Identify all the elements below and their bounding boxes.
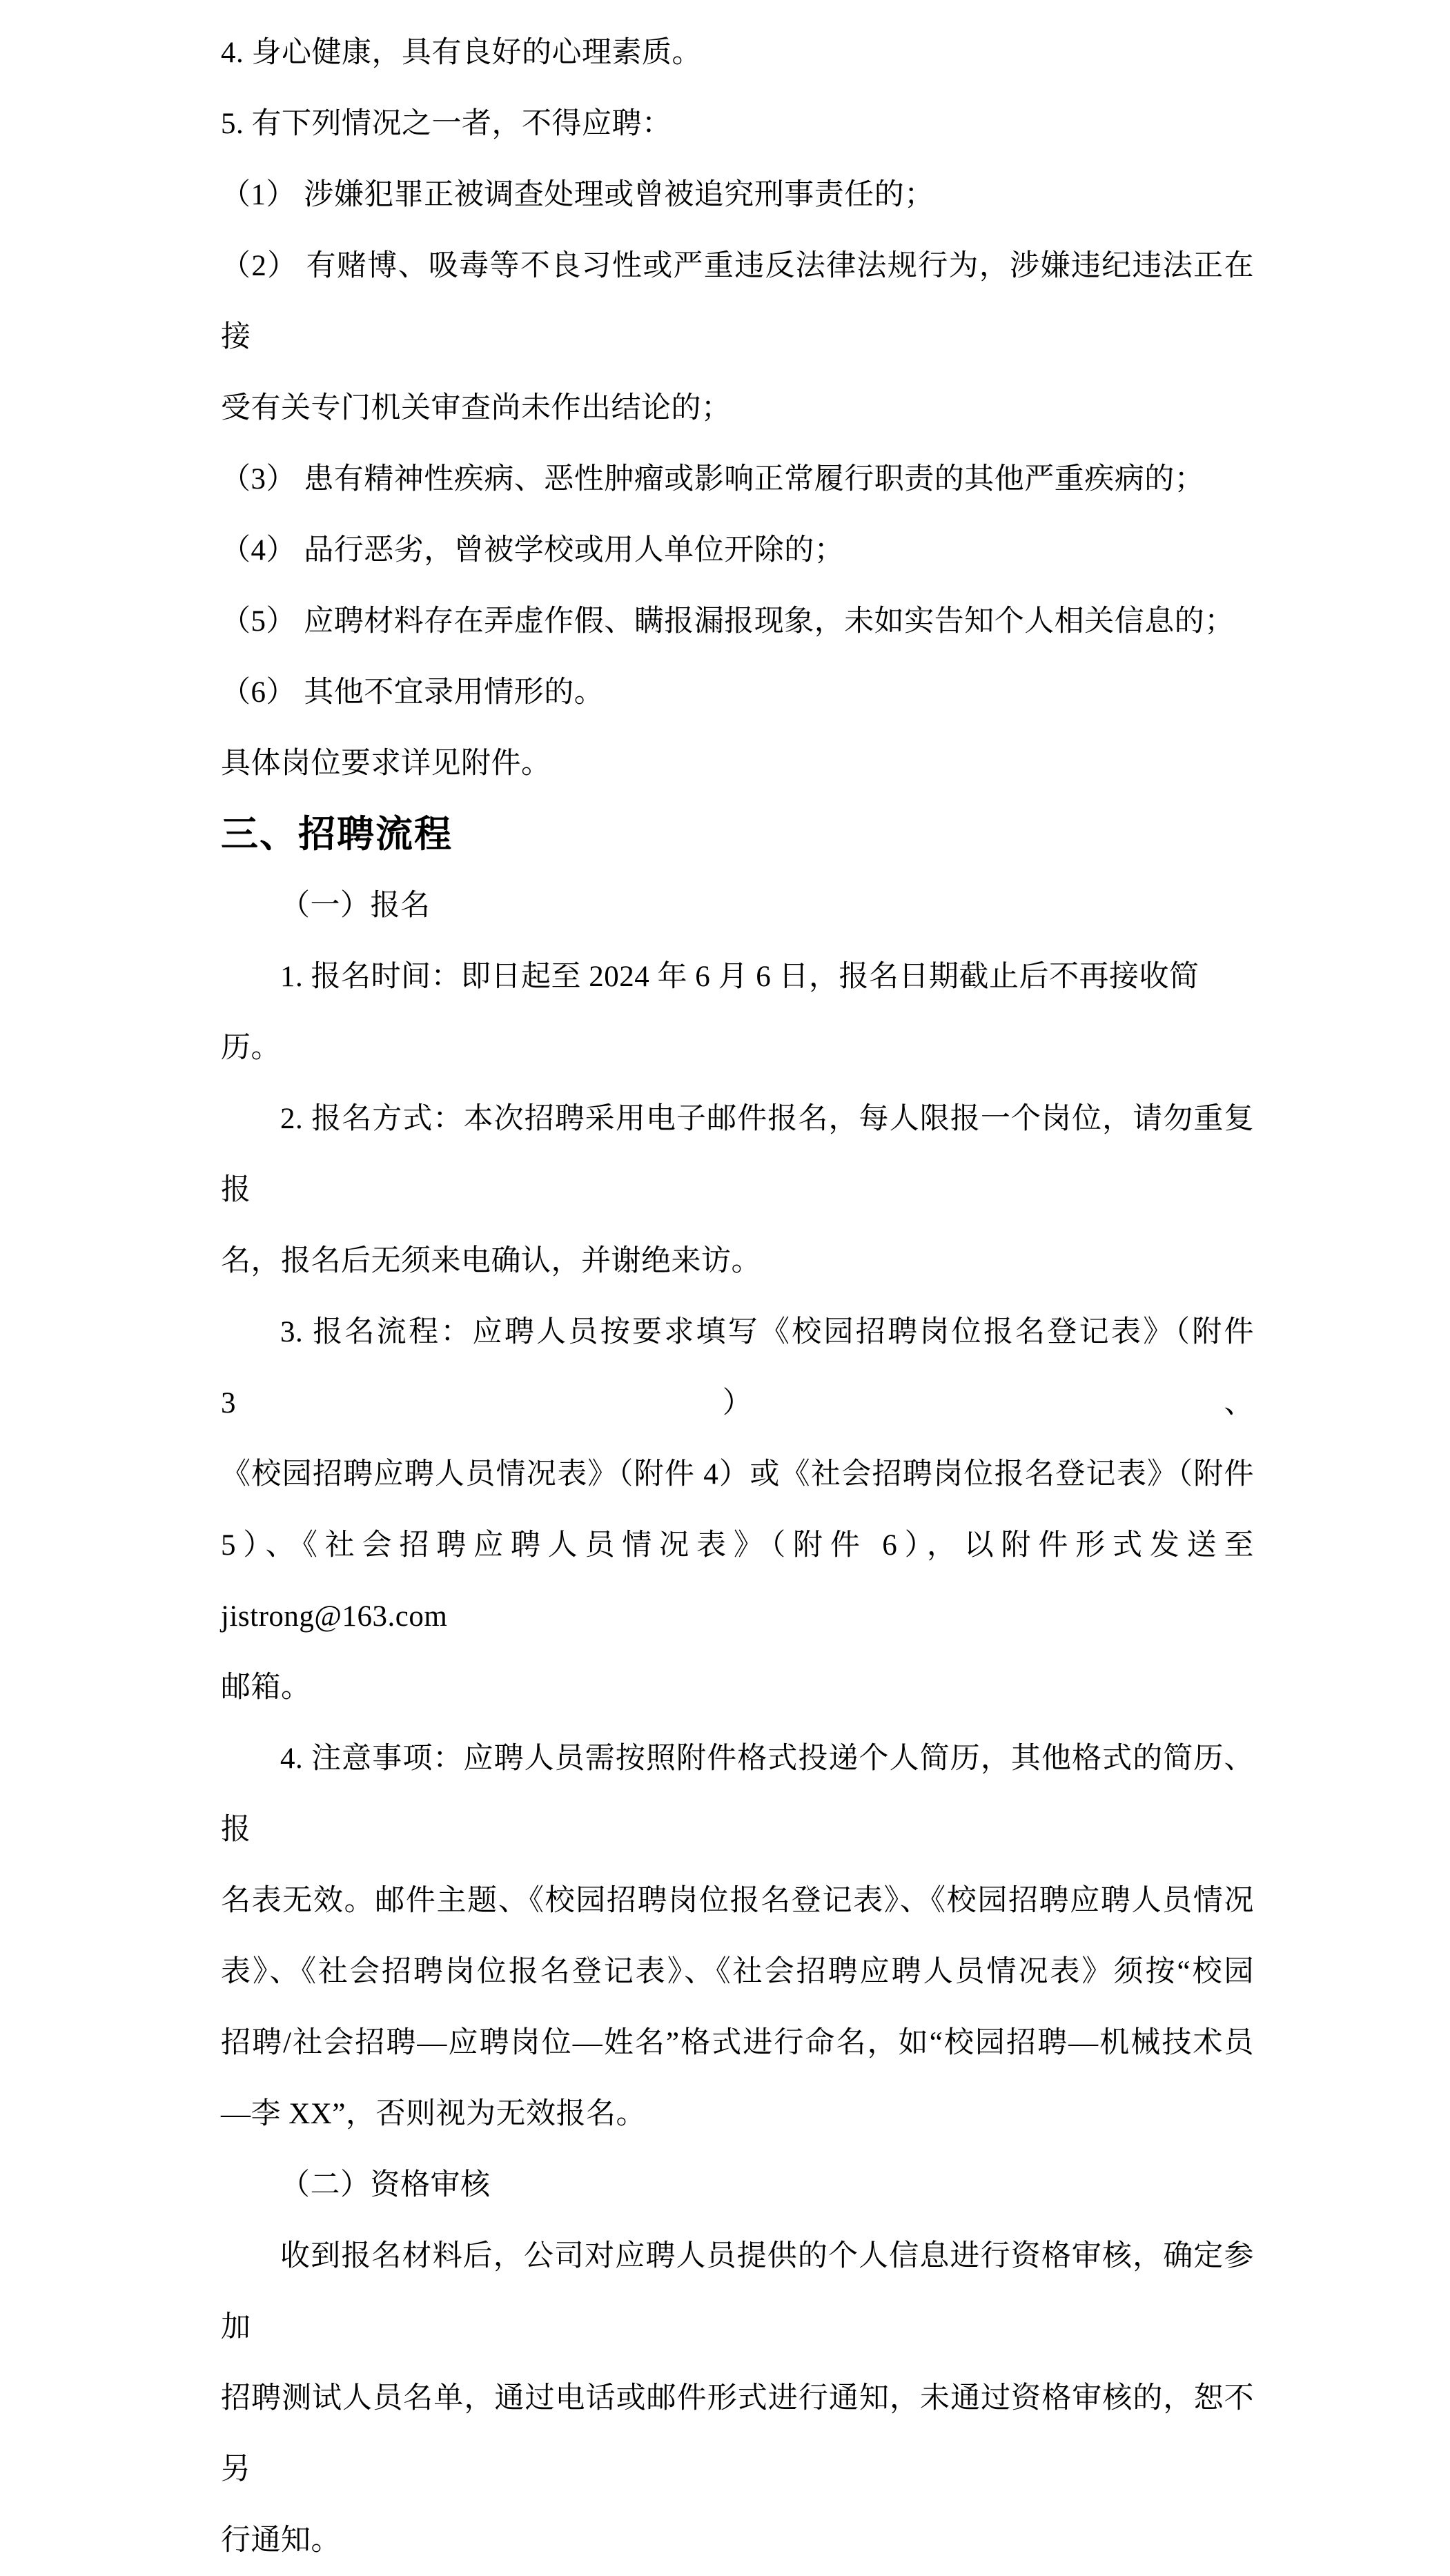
text-line: （3） 患有精神性疾病、恶性肿瘤或影响正常履行职责的其他严重疾病的； [221,463,1205,495]
text-line: （4） 品行恶劣，曾被学校或用人单位开除的； [221,534,845,567]
text-line: 名表无效。邮件主题、《校园招聘岗位报名登记表》、《校园招聘应聘人员情况 [221,1885,1254,1917]
text-line: 5）、《社会招聘应聘人员情况表》（附件 6），以附件形式发送至 jistrong@163.com [221,1529,1262,1633]
text-line: 收到报名材料后，公司对应聘人员提供的个人信息进行资格审核，确定参加 [221,2240,1254,2343]
text-line: （1） 涉嫌犯罪正被调查处理或曾被追究刑事责任的； [221,179,934,211]
text-line: 名，报名后无须来电确认，并谢绝来访。 [221,1245,761,1277]
text-line: 4. 身心健康，具有良好的心理素质。 [221,37,702,69]
text-line: —李 XX”，否则视为无效报名。 [221,2098,646,2130]
text-line: 《校园招聘应聘人员情况表》（附件 4）或《社会招聘岗位报名登记表》（附件 [221,1458,1254,1491]
text-line: （一）报名 [280,889,431,922]
text-line: （5） 应聘材料存在弄虚作假、瞒报漏报现象，未如实告知个人相关信息的； [221,605,1235,638]
text-line: 5. 有下列情况之一者，不得应聘： [221,108,672,140]
text-line: （6） 其他不宜录用情形的。 [221,676,605,709]
text-line: 招聘/社会招聘—应聘岗位—姓名”格式进行命名，如“校园招聘—机械技术员 [221,2027,1254,2059]
text-line: 具体岗位要求详见附件。 [221,747,551,780]
text-line: 表》、《社会招聘岗位报名登记表》、《社会招聘应聘人员情况表》须按“校园 [221,1956,1254,1988]
text-line: 1. 报名时间：即日起至 2024 年 6 月 6 日，报名日期截止后不再接收简历。 [221,961,1199,1064]
document-page [221,17,1262,2576]
text-line: 邮箱。 [221,1671,311,1704]
text-line: 3. 报名流程：应聘人员按要求填写《校园招聘岗位报名登记表》（附件 3）、 [221,1316,1262,1419]
text-line: 招聘测试人员名单，通过电话或邮件形式进行通知，未通过资格审核的，恕不另 [221,2382,1254,2486]
section-heading: 三、招聘流程 [221,814,453,855]
text-line: 行通知。 [221,2524,341,2557]
text-line: 2. 报名方式：本次招聘采用电子邮件报名，每人限报一个岗位，请勿重复报 [221,1103,1254,1206]
text-line: （二）资格审核 [280,2169,491,2201]
text-line: 受有关专门机关审查尚未作出结论的； [221,392,732,424]
text-line: （2） 有赌博、吸毒等不良习性或严重违反法律法规行为，涉嫌违纪违法正在接 [221,250,1254,353]
text-line: 4. 注意事项：应聘人员需按照附件格式投递个人简历，其他格式的简历、报 [221,1742,1254,1846]
